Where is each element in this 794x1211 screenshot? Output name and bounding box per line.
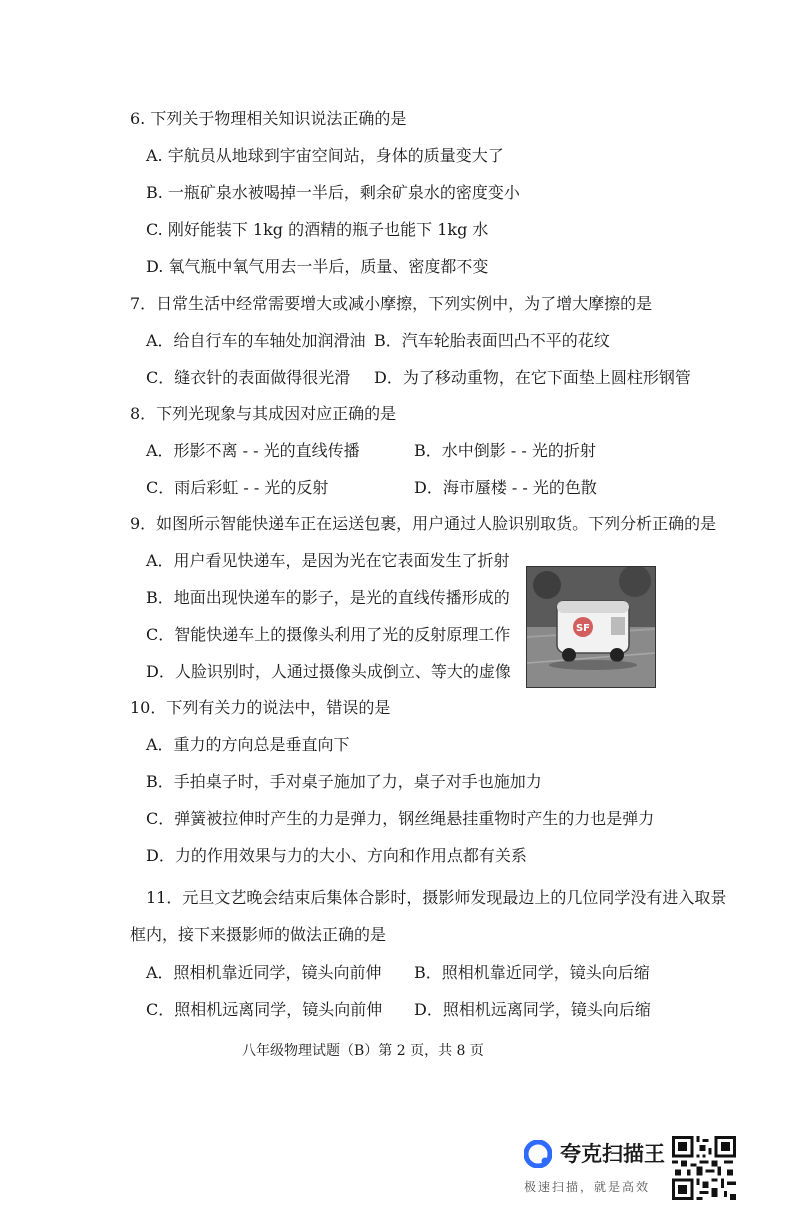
question-6-option-c: C. 刚好能装下 1kg 的酒精的瓶子也能下 1kg 水 (146, 220, 489, 239)
question-10-option-a: A．重力的方向总是垂直向下 (146, 735, 350, 754)
vehicle-logo-text: SF (575, 623, 591, 634)
qr-code-icon (672, 1136, 736, 1200)
question-6-stem: 6. 下列关于物理相关知识说法正确的是 (130, 109, 407, 128)
question-6-option-a: A. 宇航员从地球到宇宙空间站，身体的质量变大了 (146, 146, 504, 165)
question-9-option-a: A．用户看见快递车，是因为光在它表面发生了折射 (146, 551, 510, 570)
question-9-option-b: B．地面出现快递车的影子，是光的直线传播形成的 (146, 588, 510, 607)
question-7-stem: 7．日常生活中经常需要增大或减小摩擦，下列实例中，为了增大摩擦的是 (130, 294, 653, 313)
question-9-stem: 9．如图所示智能快递车正在运送包裹，用户通过人脸识别取货。下列分析正确的是 (130, 514, 717, 533)
delivery-vehicle-photo (526, 566, 656, 688)
quark-logo-icon (524, 1140, 552, 1168)
question-8-option-b: B．水中倒影 - - 光的折射 (414, 441, 596, 460)
question-10-stem: 10．下列有关力的说法中，错误的是 (130, 698, 391, 717)
question-7-option-d: D．为了移动重物，在它下面垫上圆柱形钢管 (374, 368, 691, 387)
question-8-option-d: D．海市蜃楼 - - 光的色散 (414, 478, 597, 497)
question-10-option-c: C．弹簧被拉伸时产生的力是弹力，钢丝绳悬挂重物时产生的力也是弹力 (146, 809, 655, 828)
question-10-option-d: D．力的作用效果与力的大小、方向和作用点都有关系 (146, 846, 527, 865)
question-6-option-d: D. 氧气瓶中氧气用去一半后，质量、密度都不变 (146, 257, 489, 276)
question-7-option-a: A．给自行车的车轴处加润滑油 (146, 331, 366, 350)
question-9-option-d: D．人脸识别时，人通过摄像头成倒立、等大的虚像 (146, 662, 511, 681)
question-11-stem-line-2: 框内，接下来摄影师的做法正确的是 (130, 925, 387, 944)
question-11-option-d: D．照相机远离同学，镜头向后缩 (414, 1000, 651, 1019)
question-11-option-c: C．照相机远离同学，镜头向前伸 (146, 1000, 383, 1019)
scanner-brand-name: 夸克扫描王 (560, 1142, 665, 1166)
scanner-watermark (520, 1136, 670, 1196)
question-11-stem-line-1: 11．元旦文艺晚会结束后集体合影时，摄影师发现最边上的几位同学没有进入取景 (146, 888, 727, 907)
question-8-option-a: A．形影不离 - - 光的直线传播 (146, 441, 360, 460)
question-7-option-b: B．汽车轮胎表面凹凸不平的花纹 (374, 331, 610, 350)
scanner-slogan: 极速扫描，就是高效 (524, 1180, 651, 1194)
question-7-option-c: C．缝衣针的表面做得很光滑 (146, 368, 351, 387)
question-10-option-b: B．手拍桌子时，手对桌子施加了力，桌子对手也施加力 (146, 772, 542, 791)
question-8-option-c: C．雨后彩虹 - - 光的反射 (146, 478, 329, 497)
question-9-option-c: C．智能快递车上的摄像头利用了光的反射原理工作 (146, 625, 511, 644)
question-11-option-a: A．照相机靠近同学，镜头向前伸 (146, 963, 382, 982)
page-footer: 八年级物理试题（B）第 2 页，共 8 页 (242, 1043, 484, 1059)
question-11-option-b: B．照相机靠近同学，镜头向后缩 (414, 963, 650, 982)
question-6-option-b: B. 一瓶矿泉水被喝掉一半后，剩余矿泉水的密度变小 (146, 183, 520, 202)
question-8-stem: 8．下列光现象与其成因对应正确的是 (130, 404, 397, 423)
